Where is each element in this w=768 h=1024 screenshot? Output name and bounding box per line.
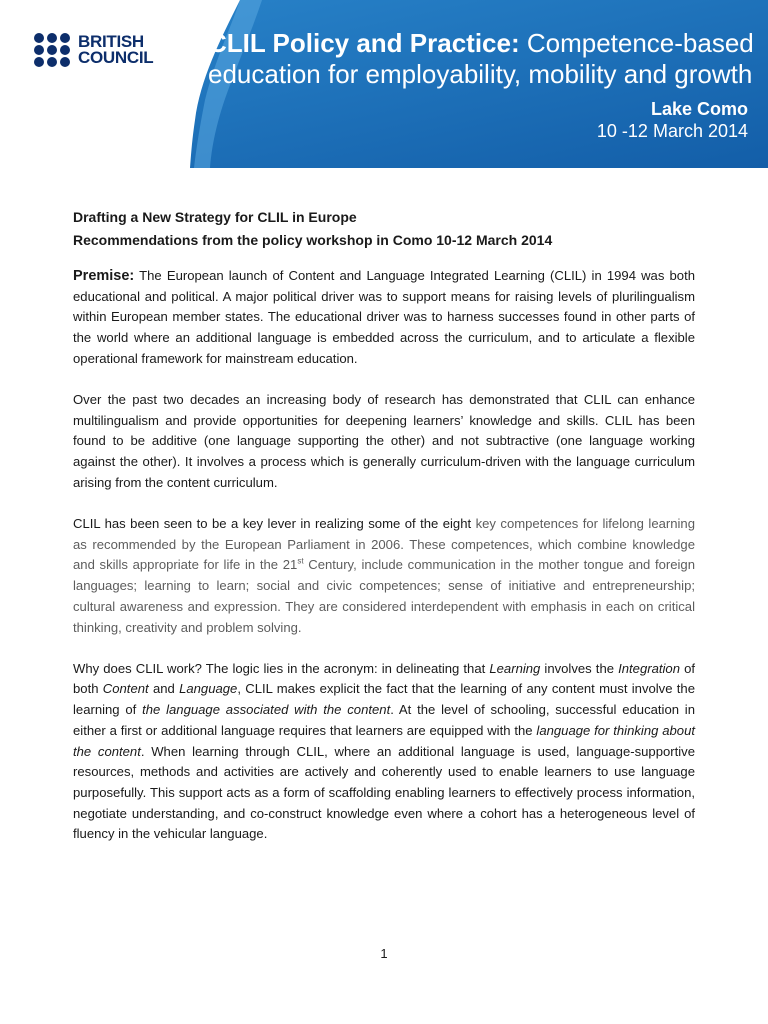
conference-location — [597, 98, 748, 142]
location-name: Lake Como — [650, 99, 748, 119]
p3-part-b: key competences for lifelong learning as recommended by the European Parliament in 2006. These competences, which combine knowledge and skills appropriate for life in the 21 — [73, 516, 695, 573]
p4-content: Content — [102, 681, 149, 697]
premise-label: Premise: — [73, 268, 135, 284]
p4-part-b: involves the — [540, 660, 619, 676]
premise-text: The European launch of Content and Language Integrated Learning (CLIL) in 1994 was both educational and political. A major political driver was to support means for raising levels of plurilingualism within European member states. The educational driver was to harness successes found in other parts of the world where an additional language is embedded across the curriculum, and to articulate a flexible operational framework for mainstream education. — [73, 268, 695, 366]
p4-part-d: and — [148, 681, 180, 697]
p4-learning: Learning — [489, 660, 541, 676]
conference-title — [208, 28, 754, 90]
p4-part-e: , CLIL makes explicit the fact that the learning of any content must involve the learning of — [73, 681, 695, 718]
p3-part-c: Century, include communication in the mother tongue and foreign languages; learning to learn; social and civic competences; sense of initiative and entrepreneurship; cultural awareness and expression. They are considered interdependent with emphasis in each on critical thinking, creativity and problem solving. — [73, 557, 695, 635]
logo-line-1: BRITISH — [78, 32, 144, 51]
logo-wordmark — [78, 34, 153, 66]
document-body — [73, 206, 695, 845]
paragraph-why-clil — [73, 659, 695, 845]
page-number: 1 — [380, 946, 388, 961]
p4-part-f: . At the level of schooling, successful education in either a first or additional language requires that learners are equipped with the — [73, 702, 695, 738]
p4-part-g: . When learning through CLIL, where an additional language is used, language-supportive resources, methods and activities are actively and coherently used to enable learners to use language purposefully. This support acts as a form of scaffolding enabling learners to effectively process information, negotiate understanding, and co-construct knowledge even where a cohort has a heterogeneous level of fluency in the vehicular language. — [73, 743, 695, 842]
p4-part-c: of both — [73, 660, 696, 697]
conference-title-line2: education for employability, mobility and growth — [208, 59, 753, 89]
p4-language-for-thinking: language for thinking about the content — [73, 722, 695, 759]
paragraph-key-competences — [73, 514, 695, 638]
conference-dates: 10 -12 March 2014 — [596, 121, 748, 141]
logo-line-2: COUNCIL — [78, 48, 154, 67]
logo-dots-icon — [32, 31, 74, 69]
paragraph-premise — [73, 266, 695, 370]
british-council-logo — [32, 31, 153, 69]
p4-language: Language — [179, 681, 238, 697]
p4-integration: Integration — [618, 660, 680, 676]
p3-part-a: CLIL has been seen to be a key lever in realizing some of the eight — [73, 516, 476, 532]
p4-part-a: Why does CLIL work? The logic lies in the acronym: in delineating that — [73, 660, 490, 676]
conference-title-rest: Competence-based — [519, 28, 754, 58]
document-heading-2: Recommendations from the policy workshop in Como 10-12 March 2014 — [73, 232, 553, 248]
paragraph-research: Over the past two decades an increasing body of research has demonstrated that CLIL can enhance multilingualism and provide opportunities for deepening learners’ knowledge and skills. CLIL has been found to be additive (one language supporting the other) and not subtractive (one language working against the other). It involves a process which is generally curriculum-driven with the language curriculum arising from the content curriculum. — [73, 392, 695, 490]
p3-superscript: st — [297, 557, 304, 567]
conference-title-strong: CLIL Policy and Practice: — [208, 28, 520, 58]
p4-language-associated: the language associated with the content — [142, 702, 391, 718]
header-banner — [0, 0, 768, 168]
document-heading-1: Drafting a New Strategy for CLIL in Europe — [73, 209, 357, 225]
